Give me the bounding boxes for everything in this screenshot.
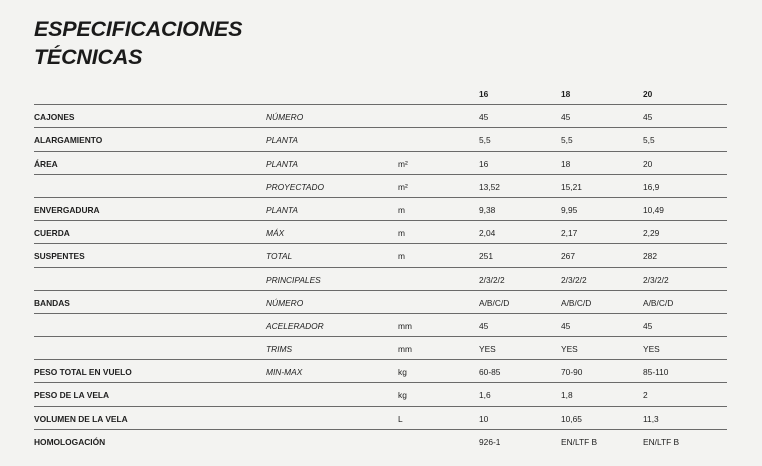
row-label: CAJONES — [34, 112, 75, 123]
row-unit: mm — [398, 344, 412, 355]
table-row — [34, 360, 727, 383]
row-unit: m² — [398, 181, 408, 192]
row-label: ÁREA — [34, 158, 58, 169]
row-sublabel: NÚMERO — [266, 112, 304, 123]
row-sublabel: PLANTA — [266, 135, 298, 146]
cell-18: 2/3/2/2 — [561, 274, 587, 285]
column-header-18: 18 — [561, 89, 571, 99]
cell-20: 45 — [643, 320, 653, 331]
cell-20: 5,5 — [643, 135, 655, 146]
cell-20: 11,3 — [643, 413, 659, 424]
table-row — [34, 337, 727, 360]
cell-16: 13,52 — [479, 181, 500, 192]
row-sublabel: PLANTA — [266, 204, 298, 215]
row-label: SUSPENTES — [34, 251, 85, 262]
row-unit: kg — [398, 390, 407, 401]
column-header-20: 20 — [643, 89, 653, 99]
cell-18: 15,21 — [561, 181, 582, 192]
cell-16: 60-85 — [479, 367, 501, 378]
cell-16: 45 — [479, 320, 489, 331]
cell-20: 2,29 — [643, 228, 660, 239]
row-label: VOLUMEN DE LA VELA — [34, 413, 128, 424]
row-sublabel: PRINCIPALES — [266, 274, 321, 285]
cell-16: 2,04 — [479, 228, 496, 239]
cell-16: A/B/C/D — [479, 297, 510, 308]
row-unit: m — [398, 228, 405, 239]
table-row — [34, 407, 727, 430]
row-sublabel: NÚMERO — [266, 297, 304, 308]
table-row — [34, 314, 727, 337]
cell-16: 16 — [479, 158, 489, 169]
table-row — [34, 128, 727, 151]
cell-18: 1,8 — [561, 390, 573, 401]
table-row — [34, 198, 727, 221]
cell-20: 20 — [643, 158, 653, 169]
cell-20: 2/3/2/2 — [643, 274, 669, 285]
row-unit: L — [398, 413, 403, 424]
row-label: PESO TOTAL EN VUELO — [34, 367, 132, 378]
row-label: ENVERGADURA — [34, 204, 100, 215]
table-row — [34, 244, 727, 267]
page-title-line-1: ESPECIFICACIONES — [34, 17, 243, 41]
cell-20: YES — [643, 344, 660, 355]
row-sublabel: PLANTA — [266, 158, 298, 169]
specs-table — [34, 82, 727, 452]
cell-18: 45 — [561, 112, 571, 123]
row-unit: kg — [398, 367, 407, 378]
cell-16: 251 — [479, 251, 493, 262]
table-row — [34, 152, 727, 175]
cell-20: EN/LTF B — [643, 436, 680, 447]
table-row — [34, 221, 727, 244]
cell-18: 2,17 — [561, 228, 578, 239]
table-row — [34, 175, 727, 198]
cell-16: 2/3/2/2 — [479, 274, 505, 285]
cell-20: A/B/C/D — [643, 297, 674, 308]
cell-18: 267 — [561, 251, 575, 262]
cell-20: 10,49 — [643, 204, 664, 215]
table-row — [34, 291, 727, 314]
table-row — [34, 430, 727, 452]
cell-18: EN/LTF B — [561, 436, 598, 447]
cell-18: YES — [561, 344, 578, 355]
cell-18: 5,5 — [561, 135, 573, 146]
cell-18: 45 — [561, 320, 571, 331]
row-unit: m — [398, 204, 405, 215]
row-sublabel: MÁX — [266, 228, 285, 239]
row-sublabel: MIN-MAX — [266, 367, 303, 378]
cell-18: 18 — [561, 158, 571, 169]
column-header-16: 16 — [479, 89, 489, 99]
cell-20: 45 — [643, 112, 653, 123]
cell-20: 282 — [643, 251, 657, 262]
cell-16: 5,5 — [479, 135, 491, 146]
row-sublabel: TRIMS — [266, 344, 293, 355]
cell-16: 9,38 — [479, 204, 496, 215]
row-label: HOMOLOGACIÓN — [34, 436, 106, 447]
row-unit: m² — [398, 158, 408, 169]
row-sublabel: PROYECTADO — [266, 181, 325, 192]
row-unit: m — [398, 251, 405, 262]
cell-16: 10 — [479, 413, 489, 424]
cell-20: 16,9 — [643, 181, 660, 192]
cell-18: 9,95 — [561, 204, 578, 215]
row-sublabel: TOTAL — [266, 251, 293, 262]
row-label: PESO DE LA VELA — [34, 390, 110, 401]
row-sublabel: ACELERADOR — [266, 320, 324, 331]
cell-16: 926-1 — [479, 436, 501, 447]
row-label: CUERDA — [34, 228, 70, 239]
cell-18: A/B/C/D — [561, 297, 592, 308]
cell-18: 70-90 — [561, 367, 583, 378]
cell-16: 45 — [479, 112, 489, 123]
table-row — [34, 383, 727, 406]
row-unit: mm — [398, 320, 412, 331]
table-row — [34, 105, 727, 128]
cell-16: 1,6 — [479, 390, 491, 401]
page-title-line-2: TÉCNICAS — [34, 45, 143, 69]
cell-20: 85-110 — [643, 367, 669, 378]
cell-18: 10,65 — [561, 413, 582, 424]
row-label: ALARGAMIENTO — [34, 135, 103, 146]
cell-16: YES — [479, 344, 496, 355]
row-label: BANDAS — [34, 297, 70, 308]
table-header-row — [34, 82, 727, 105]
page-title — [34, 15, 242, 71]
cell-20: 2 — [643, 390, 648, 401]
table-row — [34, 268, 727, 291]
